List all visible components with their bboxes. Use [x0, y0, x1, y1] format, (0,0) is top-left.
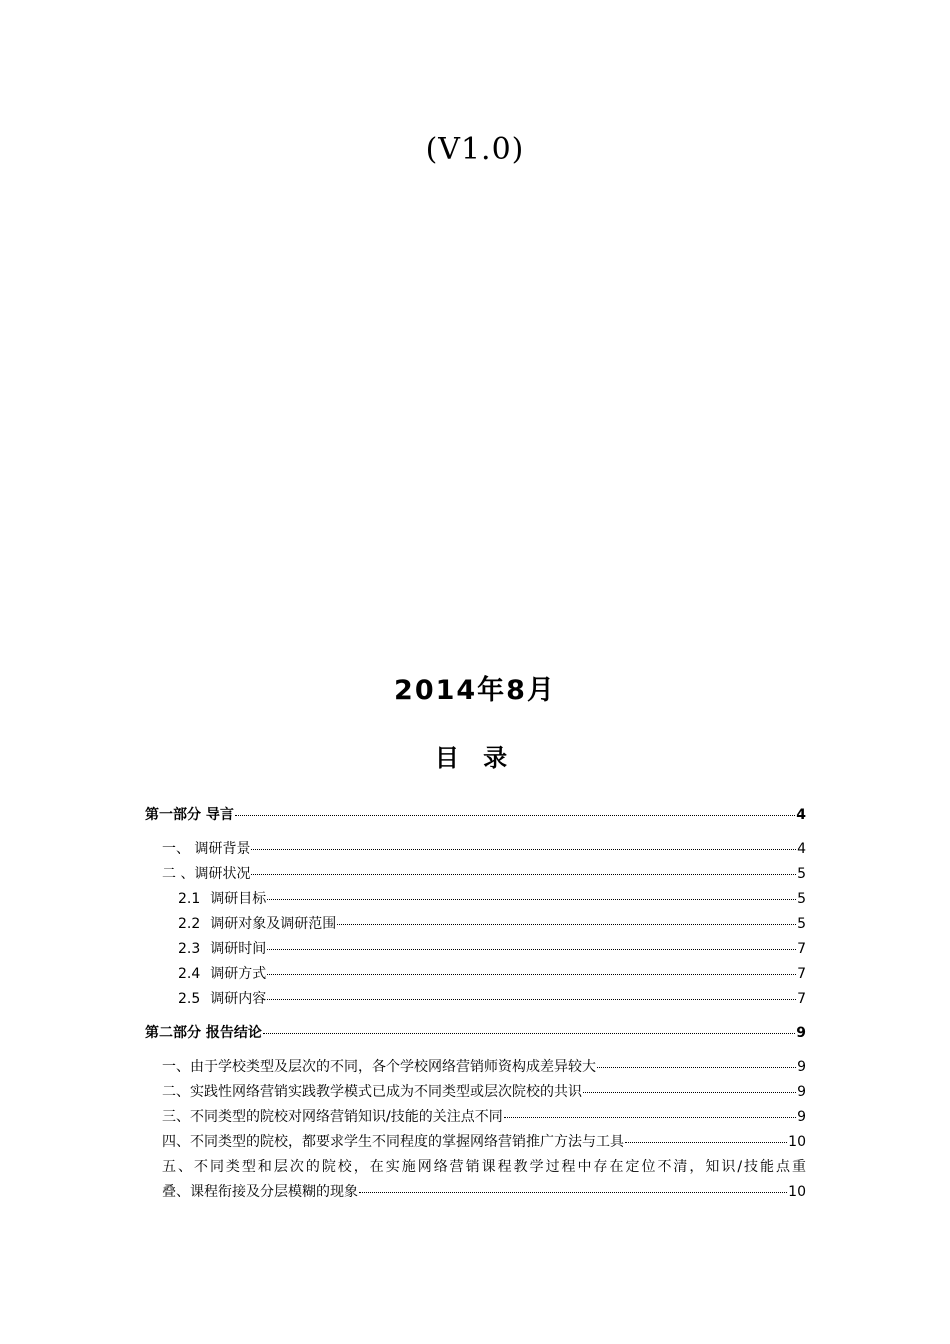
toc-entry-label: 三、不同类型的院校对网络营销知识/技能的关注点不同	[162, 1109, 503, 1125]
toc-leader-dots	[583, 1080, 796, 1093]
toc-page-number: 7	[797, 941, 806, 957]
toc-entry-label: 五、不同类型和层次的院校，在实施网络营销课程教学过程中存在定位不清，知识/技能点重	[162, 1159, 806, 1175]
toc-entry-number: 2.5	[178, 991, 201, 1007]
toc-entry-number: 2.4	[178, 966, 201, 982]
toc-leader-dots	[267, 887, 796, 900]
toc-page-number: 5	[797, 866, 806, 882]
toc-entry-label: 调研目标	[210, 891, 267, 907]
toc-leader-dots	[504, 1105, 796, 1118]
toc-entry-number: 2.1	[178, 891, 201, 907]
toc-entry-label-continued: 叠、课程衔接及分层模糊的现象	[162, 1184, 358, 1200]
document-date: 2014年8月	[394, 675, 556, 706]
toc-page-number: 10	[788, 1134, 806, 1150]
toc-page-number: 5	[797, 891, 806, 907]
document-version: (V1.0)	[425, 132, 525, 167]
toc-leader-dots	[597, 1055, 796, 1068]
toc-entry-number: 2.2	[178, 916, 201, 932]
toc-page-number: 9	[797, 1109, 806, 1125]
toc-entry-label: 调研对象及调研范围	[210, 916, 337, 932]
toc-leader-dots	[625, 1130, 787, 1143]
toc-entry-label: 一、 调研背景	[162, 841, 251, 857]
toc-entry-label: 调研内容	[210, 991, 267, 1007]
toc-leader-dots	[267, 937, 796, 950]
toc-part-2[interactable]	[145, 1024, 806, 1049]
toc-entry-label: 二、实践性网络营销实践教学模式已成为不同类型或层次院校的共识	[162, 1084, 582, 1100]
table-of-contents	[145, 806, 806, 1208]
toc-entry-label: 一、由于学校类型及层次的不同，各个学校网络营销师资构成差异较大	[162, 1059, 596, 1075]
toc-entry[interactable]	[145, 1133, 806, 1158]
toc-entry-label: 四、不同类型的院校，都要求学生不同程度的掌握网络营销推广方法与工具	[162, 1134, 624, 1150]
toc-page-number: 9	[796, 1025, 806, 1041]
toc-page-number: 9	[797, 1084, 806, 1100]
toc-part-1[interactable]	[145, 806, 806, 831]
toc-entry-label: 二 、调研状况	[162, 866, 251, 882]
toc-entry-number: 2.3	[178, 941, 201, 957]
toc-leader-dots	[359, 1180, 787, 1193]
toc-subentry[interactable]	[145, 990, 806, 1015]
toc-entry-label: 第一部分 导言	[145, 807, 234, 823]
toc-page-number: 5	[797, 916, 806, 932]
toc-page-number: 4	[796, 807, 806, 823]
toc-entry-label: 调研时间	[210, 941, 267, 957]
toc-entry[interactable]	[145, 1158, 806, 1208]
toc-leader-dots	[251, 862, 796, 875]
toc-leader-dots	[267, 987, 796, 1000]
toc-leader-dots	[235, 803, 795, 816]
toc-leader-dots	[337, 912, 796, 925]
toc-page-number: 7	[797, 991, 806, 1007]
toc-leader-dots	[251, 837, 796, 850]
toc-leader-dots	[267, 962, 796, 975]
toc-leader-dots	[263, 1021, 795, 1034]
toc-page-number: 4	[797, 841, 806, 857]
toc-entry-label: 第二部分 报告结论	[145, 1025, 262, 1041]
toc-entry-label: 调研方式	[210, 966, 267, 982]
toc-page-number: 7	[797, 966, 806, 982]
toc-title: 目 录	[434, 744, 516, 772]
toc-page-number: 9	[797, 1059, 806, 1075]
toc-page-number: 10	[788, 1184, 806, 1200]
